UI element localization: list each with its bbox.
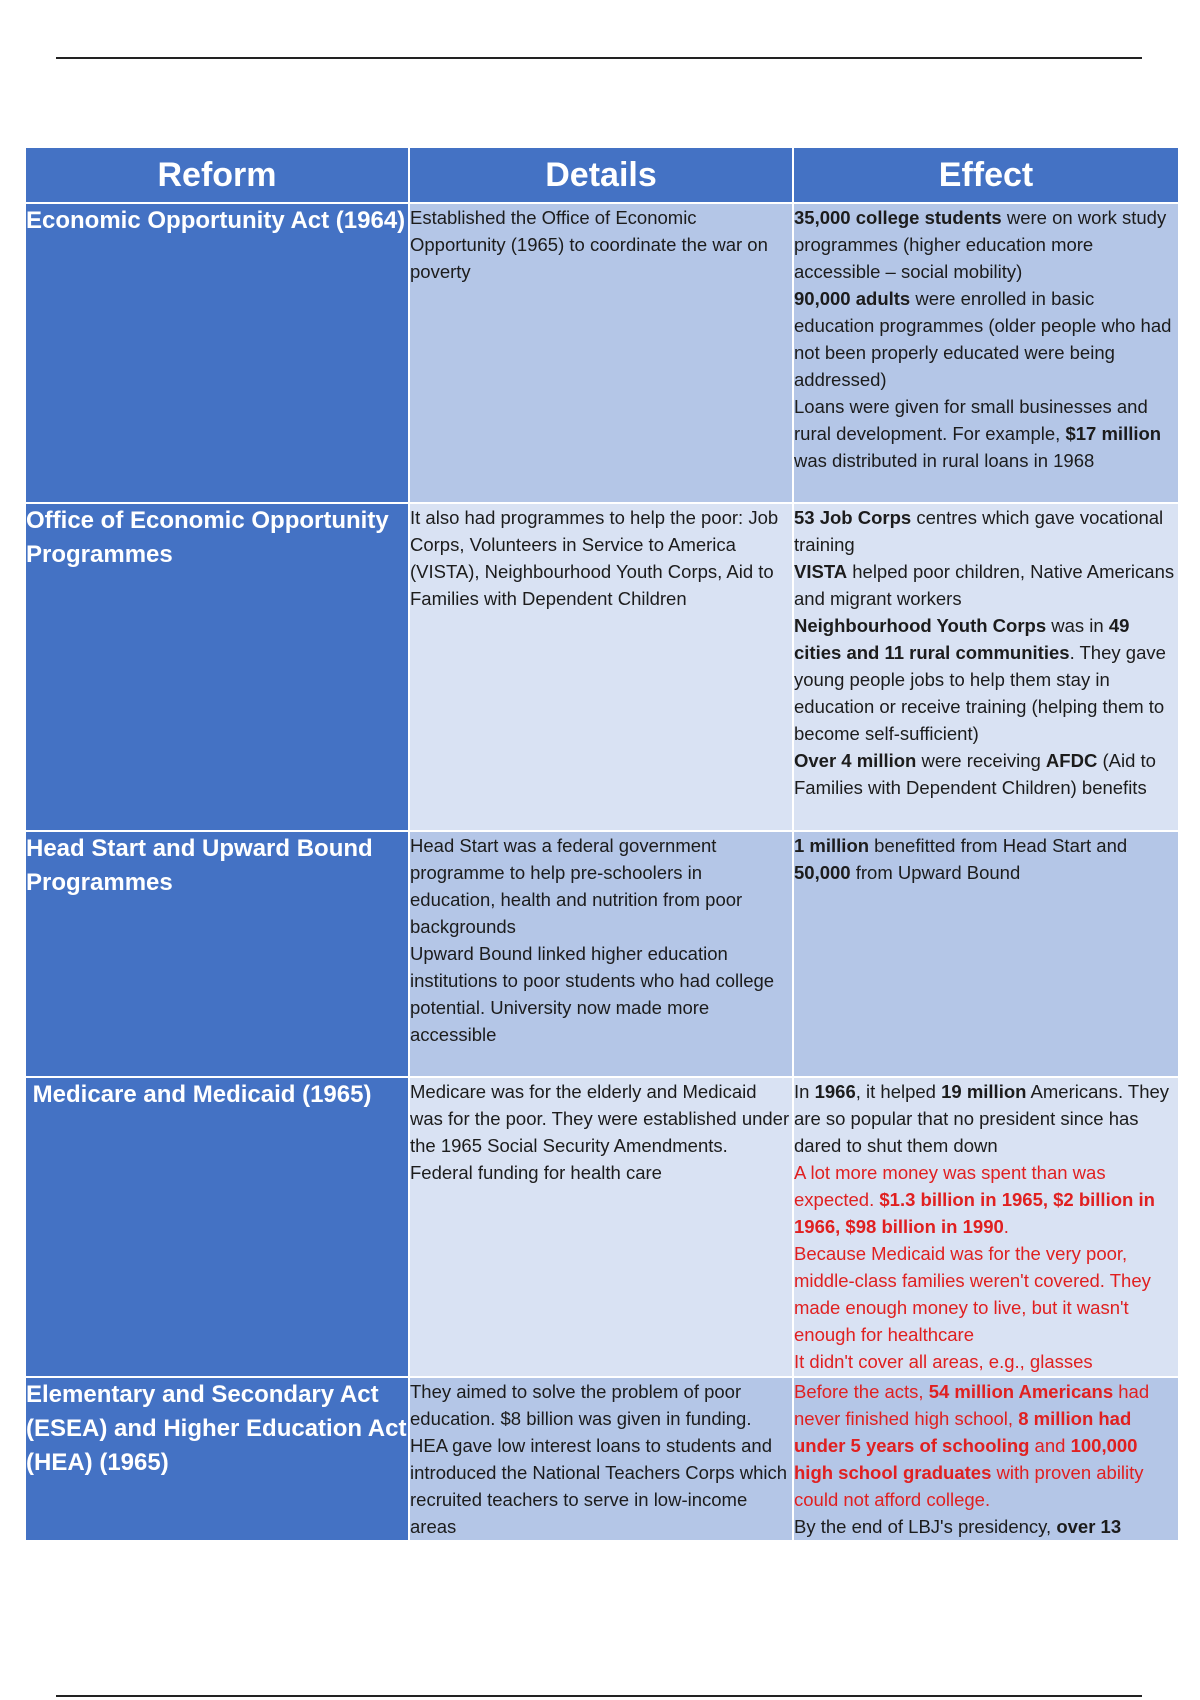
effect-cell [793, 503, 1179, 831]
table-row [25, 1377, 1179, 1541]
effect-line [794, 204, 1178, 285]
header-row [25, 147, 1179, 203]
effect-text: . They gave young people jobs to help them stay in education or receive training (helping them to become self-sufficient) [794, 642, 1166, 744]
effect-text: In [794, 1081, 815, 1102]
effect-bold: over 13 [1056, 1516, 1122, 1537]
effect-bold: 1 million [794, 835, 870, 856]
table-row [25, 831, 1179, 1077]
effect-text: benefitted from Head Start and [869, 835, 1128, 856]
effect-bold: 35,000 college students [794, 207, 1002, 228]
effect-line [794, 1078, 1178, 1159]
effect-line [794, 747, 1178, 801]
details-cell: It also had programmes to help the poor: Job Corps, Volunteers in Service to America (VISTA), Neighbourhood Youth Corps, Aid to Families with Dependent Children [409, 503, 793, 831]
effect-text: was distributed in rural loans in 1968 [794, 450, 1095, 471]
effect-bold: 49 cities and 11 rural communities [794, 615, 1130, 663]
effect-text: were enrolled in basic education programmes (older people who had not been properly educated were being addressed) [794, 288, 1172, 390]
effect-text: had never finished high school, [794, 1381, 1150, 1429]
effect-bold: 50,000 [794, 862, 851, 883]
effect-text: Americans. They are so popular that no president since has dared to shut them down [794, 1081, 1170, 1156]
table-row [25, 503, 1179, 831]
effect-text: , it helped [855, 1081, 942, 1102]
effect-line-red: It didn't cover all areas, e.g., glasses [794, 1351, 1093, 1372]
effect-bold: Over 4 million [794, 750, 917, 771]
effect-text: from Upward Bound [850, 862, 1021, 883]
effect-text: (Aid to Families with Dependent Children) benefits [794, 750, 1156, 798]
effect-text: and [1029, 1435, 1071, 1456]
reform-cell: Medicare and Medicaid (1965) [25, 1077, 409, 1377]
details-cell: Medicare was for the elderly and Medicaid was for the poor. They were established under the 1965 Social Security Amendments. Federal funding for health care [409, 1077, 793, 1377]
effect-text: Loans were given for small businesses and rural development. For example, [794, 396, 1148, 444]
effect-bold: 1966 [814, 1081, 856, 1102]
effect-text: Before the acts, [794, 1381, 929, 1402]
effect-cell [793, 203, 1179, 503]
details-line: Upward Bound linked higher education institutions to poor students who had college potential. University now made more accessible [410, 943, 775, 1045]
effect-line-red: Because Medicaid was for the very poor, middle-class families weren't covered. They made enough money to live, but it wasn't enough for healthcare [794, 1243, 1151, 1345]
table-row [25, 1077, 1179, 1377]
top-rule [56, 57, 1142, 59]
reform-cell: Economic Opportunity Act (1964) [25, 203, 409, 503]
effect-text: centres which gave vocational training [794, 507, 1164, 555]
effect-bold: $17 million [1065, 423, 1162, 444]
effect-bold: Neighbourhood Youth Corps [794, 615, 1047, 636]
effect-bold: 53 Job Corps [794, 507, 912, 528]
effect-bold: 90,000 adults [794, 288, 911, 309]
effect-text: . [1003, 1216, 1009, 1237]
effect-line [794, 1513, 1178, 1540]
effect-line-red [794, 1159, 1178, 1240]
effect-bold: 100,000 high school graduates [794, 1435, 1138, 1483]
reform-cell: Elementary and Secondary Act (ESEA) and Higher Education Act (HEA) (1965) [25, 1377, 409, 1541]
details-cell: Established the Office of Economic Opportunity (1965) to coordinate the war on poverty [409, 203, 793, 503]
details-cell: They aimed to solve the problem of poor education. $8 billion was given in funding. HEA gave low interest loans to students and introduced the National Teachers Corps which recruited teachers to serve in low-income areas [409, 1377, 793, 1541]
table-row [25, 203, 1179, 503]
effect-text: were receiving [916, 750, 1046, 771]
effect-cell [793, 1077, 1179, 1377]
bottom-rule [56, 1695, 1142, 1697]
reforms-table [24, 146, 1180, 1542]
effect-text: were on work study programmes (higher education more accessible – social mobility) [794, 207, 1167, 282]
reform-cell: Office of Economic Opportunity Programmes [25, 503, 409, 831]
effect-line [794, 612, 1178, 747]
details-line: Head Start was a federal government programme to help pre-schoolers in education, health and nutrition from poor backgrounds [410, 835, 743, 937]
effect-text: By the end of LBJ's presidency, [794, 1516, 1057, 1537]
effect-bold: 8 million had under 5 years of schooling [794, 1408, 1132, 1456]
reform-cell: Head Start and Upward Bound Programmes [25, 831, 409, 1077]
effect-bold: VISTA [794, 561, 848, 582]
effect-line-red [794, 1378, 1178, 1513]
effect-bold: 54 million Americans [928, 1381, 1114, 1402]
effect-line [794, 393, 1178, 474]
effect-text: helped poor children, Native Americans and migrant workers [794, 561, 1175, 609]
effect-text: was in [1046, 615, 1109, 636]
effect-cell [793, 1377, 1179, 1541]
effect-text: A lot more money was spent than was expected. [794, 1162, 1106, 1210]
header-reform: Reform [25, 147, 409, 203]
effect-line [794, 832, 1178, 886]
effect-line [794, 504, 1178, 558]
effect-text: with proven ability could not afford college. [794, 1462, 1144, 1510]
effect-bold: $1.3 billion in 1965, $2 billion in 1966, $98 billion in 1990 [794, 1189, 1155, 1237]
details-cell [409, 831, 793, 1077]
effect-line [794, 558, 1178, 612]
effect-bold: AFDC [1045, 750, 1098, 771]
effect-line [794, 285, 1178, 393]
effect-bold: 19 million [941, 1081, 1027, 1102]
header-effect: Effect [793, 147, 1179, 203]
effect-cell [793, 831, 1179, 1077]
header-details: Details [409, 147, 793, 203]
